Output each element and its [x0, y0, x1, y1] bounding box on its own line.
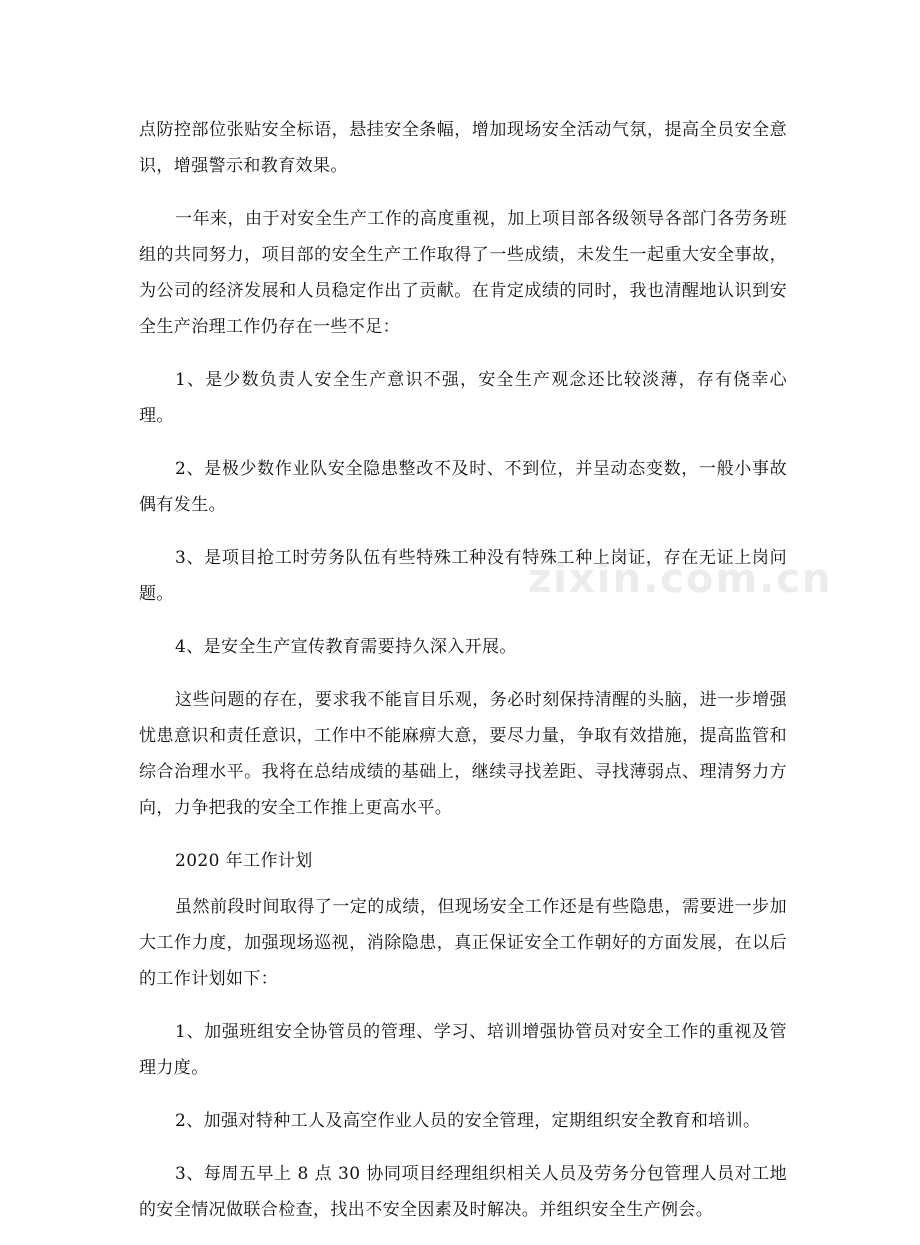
list-item-4: 4、是安全生产宣传教育需要持久深入开展。 — [175, 637, 517, 657]
paragraph-4: 虽然前段时间取得了一定的成绩，但现场安全工作还是有些隐患，需要进一步加大工作力度，加强现场巡视，消除隐患，真正保证安全工作朝好的方面发展，在以后的工作计划如下： — [139, 897, 787, 989]
list-item-3: 3、是项目抢工时劳务队伍有些特殊工种没有特殊工种上岗证，存在无证上岗问题。 — [139, 548, 787, 604]
paragraph-2: 一年来，由于对安全生产工作的高度重视，加上项目部各级领导各部门各劳务班组的共同努力，项目部的安全生产工作取得了一些成绩，未发生一起重大安全事故，为公司的经济发展和人员稳定作出了贡献。在肯定成绩的同时，我也清醒地认识到安全生产治理工作仍存在一些不足： — [139, 209, 787, 337]
plan-item-1: 1、加强班组安全协管员的管理、学习、培训增强协管员对安全工作的重视及管理力度。 — [139, 1022, 787, 1078]
plan-item-2: 2、加强对特种工人及高空作业人员的安全管理，定期组织安全教育和培训。 — [175, 1111, 761, 1131]
paragraph-1: 点防控部位张贴安全标语，悬挂安全条幅，增加现场安全活动气氛，提高全员安全意识，增强警示和教育效果。 — [139, 120, 787, 176]
document-body — [139, 112, 787, 1245]
section-heading: 2020 年工作计划 — [175, 851, 313, 871]
paragraph-3: 这些问题的存在，要求我不能盲目乐观，务必时刻保持清醒的头脑，进一步增强忧患意识和责任意识，工作中不能麻痹大意，要尽力量，争取有效措施，提高监管和综合治理水平。我将在总结成绩的基础上，继续寻找差距、寻找薄弱点、理清努力方向，力争把我的安全工作推上更高水平。 — [139, 690, 787, 818]
watermark: zixin.com.cn — [528, 556, 833, 602]
list-item-1: 1、是少数负责人安全生产意识不强，安全生产观念还比较淡薄，存有侥幸心理。 — [139, 370, 787, 426]
plan-item-3: 3、每周五早上 8 点 30 协同项目经理组织相关人员及劳务分包管理人员对工地的安全情况做联合检查，找出不安全因素及时解决。并组织安全生产例会。 — [139, 1164, 787, 1220]
list-item-2: 2、是极少数作业队安全隐患整改不及时、不到位，并呈动态变数，一般小事故偶有发生。 — [139, 459, 787, 515]
